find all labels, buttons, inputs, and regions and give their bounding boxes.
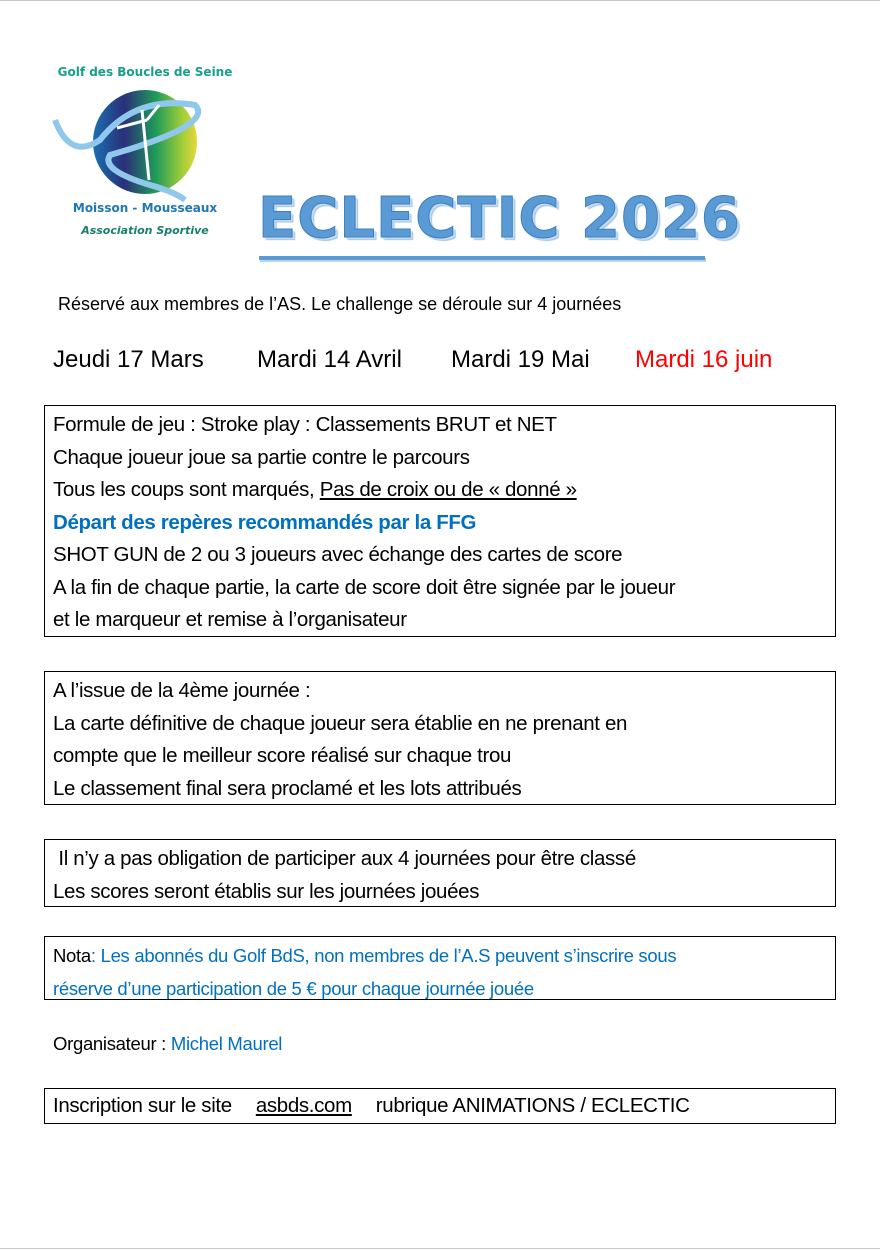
page-title: ECLECTIC 2026 — [258, 186, 741, 251]
date-3: Mardi 19 Mai — [451, 346, 590, 373]
logo-top-text: Golf des Boucles de Seine — [57, 65, 233, 79]
rules-box — [44, 405, 836, 637]
nota-colon: : — [90, 945, 101, 966]
participation-box — [44, 839, 836, 907]
participation-line: Il n’y a pas obligation de participer aux 4 journées pour être classé — [53, 847, 636, 870]
rules-line-prefix: Tous les coups sont marqués, — [53, 478, 320, 501]
final-line: Le classement final sera proclamé et les lots attribués — [53, 776, 522, 800]
rules-line: SHOT GUN de 2 ou 3 joueurs avec échange des cartes de score — [53, 543, 623, 566]
intro-text: Réservé aux membres de l’AS. Le challenge se déroule sur 4 journées — [58, 294, 622, 314]
nota-label: Nota — [53, 945, 91, 966]
rules-line: Chaque joueur joue sa partie contre le parcours — [53, 445, 470, 469]
date-2: Mardi 14 Avril — [257, 346, 402, 373]
club-logo — [50, 60, 240, 240]
rules-line: A la fin de chaque partie, la carte de score doit être signée par le joueur — [53, 575, 676, 599]
nota-text: Les abonnés du Golf BdS, non membres de l’A.S peuvent s’inscrire sous — [100, 945, 677, 966]
date-1: Jeudi 17 Mars — [53, 346, 204, 373]
page-top-edge — [0, 0, 880, 1]
rules-line — [53, 474, 835, 507]
final-line: A l’issue de la 4ème journée : — [53, 679, 311, 702]
page-bottom-edge — [0, 1248, 880, 1249]
nota-line — [53, 940, 835, 973]
title-underline — [259, 256, 705, 260]
site-link[interactable]: asbds.com — [255, 1094, 352, 1117]
organizer-label: Organisateur : — [53, 1033, 171, 1054]
logo-association-text: Association Sportive — [81, 224, 209, 237]
inscription-line — [53, 1090, 835, 1123]
organizer — [53, 1033, 282, 1055]
organizer-name: Michel Maurel — [170, 1033, 283, 1054]
nota-box — [44, 936, 836, 1000]
rules-line: Formule de jeu : Stroke play : Classements BRUT et NET — [53, 413, 557, 436]
inscription-box — [44, 1088, 836, 1124]
rules-underlined-text: Pas de croix ou de « donné » — [319, 478, 577, 501]
final-line: compte que le meilleur score réalisé sur chaque trou — [53, 744, 512, 767]
inscription-suffix: rubrique ANIMATIONS / ECLECTIC — [375, 1094, 690, 1117]
rules-line: et le marqueur et remise à l’organisateur — [53, 608, 407, 631]
rules-tee-line: Départ des repères recommandés par la FFG — [53, 510, 477, 534]
final-box — [44, 671, 836, 805]
nota-line: réserve d’une participation de 5 € pour chaque journée jouée — [53, 977, 534, 999]
logo-bottom-text: Moisson - Mousseaux — [72, 201, 218, 215]
final-line: La carte définitive de chaque joueur sera établie en ne prenant en — [53, 711, 628, 735]
participation-line: Les scores seront établis sur les journées jouées — [53, 879, 480, 903]
date-4-highlighted: Mardi 16 juin — [635, 346, 773, 373]
inscription-prefix: Inscription sur le site — [53, 1094, 232, 1117]
